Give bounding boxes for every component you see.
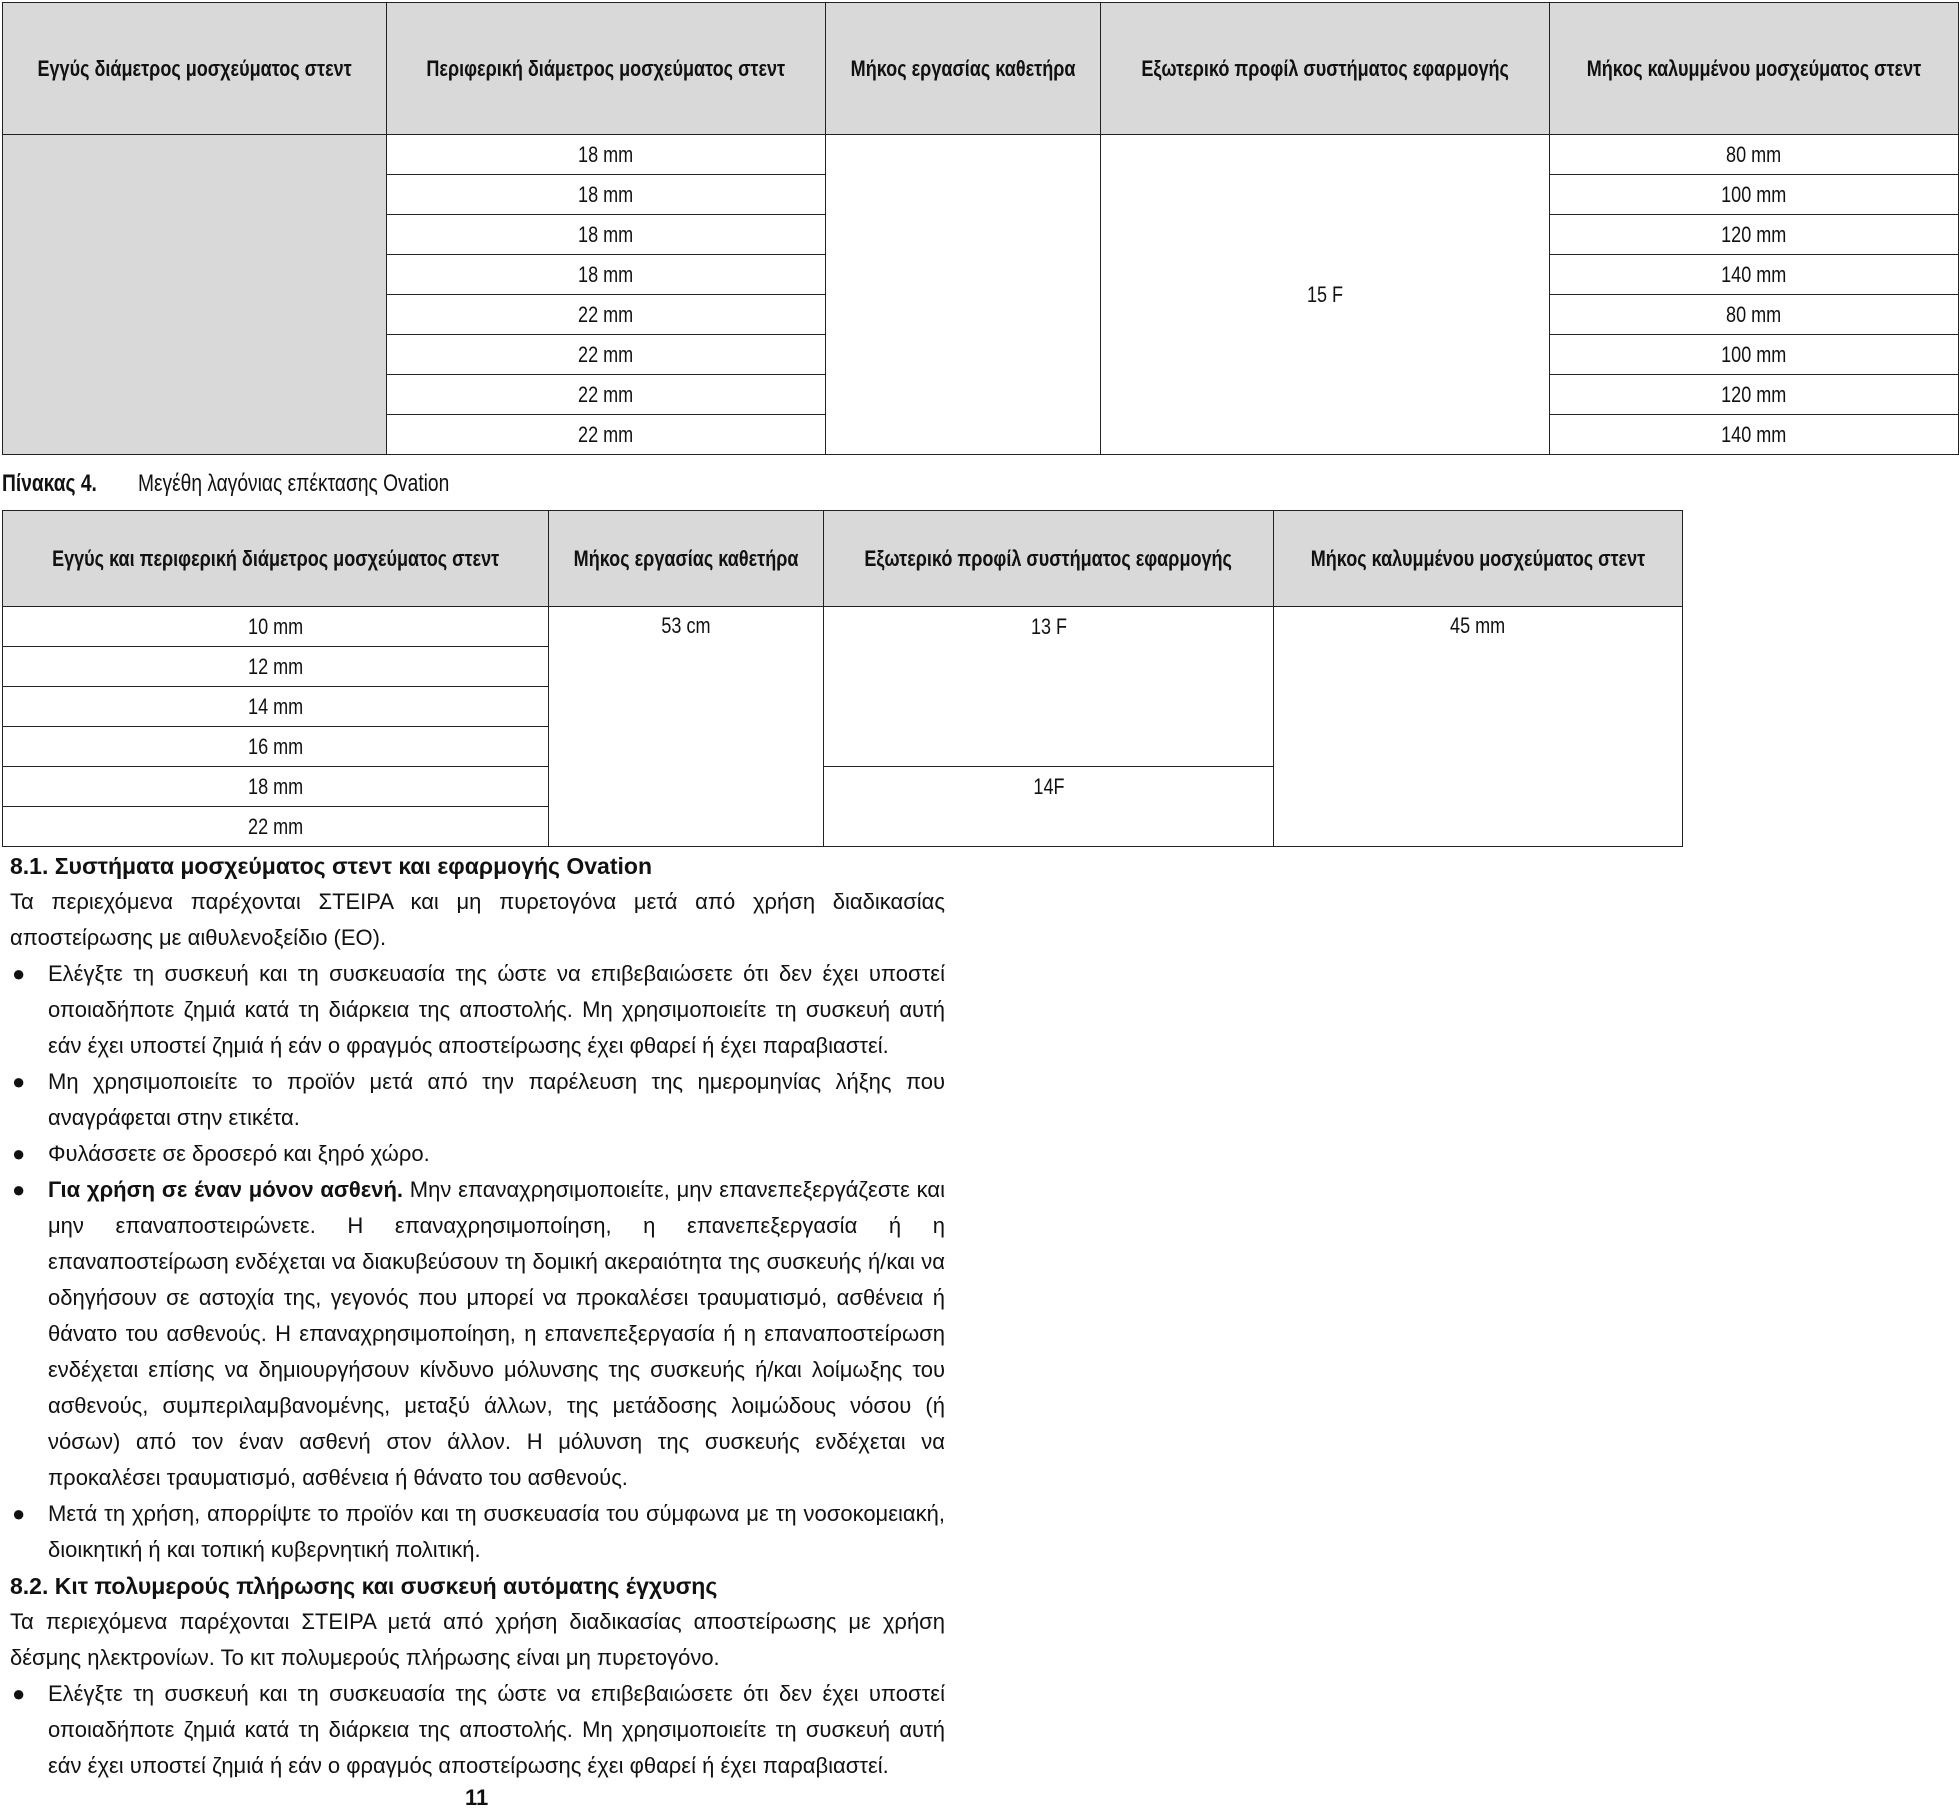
distal-diameter-cell: 18 mm	[387, 175, 825, 215]
diameter-cell: 22 mm	[3, 807, 549, 847]
iliac-extension-size-table	[2, 510, 1683, 847]
table-row	[3, 135, 1959, 175]
profile-cell-blank	[824, 647, 1273, 687]
header-catheter-length: Μήκος εργασίας καθετήρα	[549, 511, 824, 607]
diameter-cell: 14 mm	[3, 687, 549, 727]
covered-length-cell: 100 mm	[1550, 335, 1959, 375]
section-8-1	[10, 848, 945, 1568]
list-item: ● Ελέγξτε τη συσκευή και τη συσκευασία της ώστε να επιβεβαιώσετε ότι δεν έχει υποστεί οποιαδήποτε ζημιά κατά τη διάρκεια της αποστολής. Μη χρησιμοποιείτε τη συσκευή αυτή εάν έχει υποστεί ζημιά ή εάν ο φραγμός αποστείρωσης έχει φθαρεί ή έχει παραβιαστεί.	[10, 956, 945, 1064]
list-item: ● Φυλάσσετε σε δροσερό και ξηρό χώρο.	[10, 1136, 945, 1172]
header-diameter: Εγγύς και περιφερική διάμετρος μοσχεύματος στεντ	[3, 511, 549, 607]
covered-length-cell: 120 mm	[1550, 375, 1959, 415]
catheter-length-cell-blank	[825, 135, 1100, 455]
distal-diameter-cell: 22 mm	[387, 335, 825, 375]
header-catheter-length: Μήκος εργασίας καθετήρα	[825, 3, 1100, 135]
diameter-cell: 12 mm	[3, 647, 549, 687]
section-8-2	[10, 1568, 945, 1784]
bullet-icon: ●	[12, 1069, 26, 1094]
list-item: ● Για χρήση σε έναν μόνον ασθενή. Μην επαναχρησιμοποιείτε, μην επανεπεξεργάζεστε και μην επαναποστειρώνετε. Η επαναχρησιμοποίηση, η επανεπεξεργασία ή η επαναποστείρωση ενδέχεται να διακυβεύσουν τη δομική ακεραιότητα της συσκευής ή/και να οδηγήσουν σε αστοχία της, γεγονός που μπορεί να προκαλέσει τραυματισμό, ασθένεια ή θάνατο του ασθενούς. Η επαναχρησιμοποίηση, η επανεπεξεργασία ή η επαναποστείρωση ενδέχεται επίσης να δημιουργήσουν κίνδυνο μόλυνσης της συσκευής ή/και λοίμωξης του ασθενούς, συμπεριλαμβανομένης, μεταξύ άλλων, της μετάδοσης λοιμώδους νόσου (ή νόσων) από τον έναν ασθενή στον άλλον. Η μόλυνση της συσκευής ενδέχεται να προκαλέσει τραυματισμό, ασθένεια ή θάνατο του ασθενούς.	[10, 1172, 945, 1496]
profile-cell-blank	[824, 727, 1273, 767]
working-length-cell: 53 cm	[549, 607, 824, 847]
list-item: ● Μη χρησιμοποιείτε το προϊόν μετά από την παρέλευση της ημερομηνίας λήξης που αναγράφεται στην ετικέτα.	[10, 1064, 945, 1136]
list-item: ● Μετά τη χρήση, απορρίψτε το προϊόν και τη συσκευασία του σύμφωνα με τη νοσοκομειακή, διοικητική ή και τοπική κυβερνητική πολιτική.	[10, 1496, 945, 1568]
distal-diameter-cell: 18 mm	[387, 255, 825, 295]
section-heading: 8.1. Συστήματα μοσχεύματος στεντ και εφαρμογής Ovation	[10, 853, 653, 879]
covered-length-cell: 100 mm	[1550, 175, 1959, 215]
table-row	[3, 607, 1683, 647]
header-distal-diameter: Περιφερική διάμετρος μοσχεύματος στεντ	[387, 3, 825, 135]
profile-cell: 14F	[824, 767, 1273, 807]
covered-length-cell: 140 mm	[1550, 255, 1959, 295]
covered-length-cell: 120 mm	[1550, 215, 1959, 255]
bullet-icon: ●	[12, 1177, 26, 1202]
distal-diameter-cell: 22 mm	[387, 375, 825, 415]
header-proximal-diameter: Εγγύς διάμετρος μοσχεύματος στεντ	[3, 3, 387, 135]
header-covered-length: Μήκος καλυμμένου μοσχεύματος στεντ	[1550, 3, 1959, 135]
table-caption	[2, 470, 561, 498]
profile-cell-blank	[824, 687, 1273, 727]
section-intro: Τα περιεχόμενα παρέχονται ΣΤΕΙΡΑ μετά από χρήση διαδικασίας αποστείρωσης με χρήση δέσμης ηλεκτρονίων. Το κιτ πολυμερούς πλήρωσης είναι μη πυρετογόνο.	[10, 1609, 945, 1670]
bullet-list	[10, 1676, 945, 1784]
bullet-icon: ●	[12, 1681, 26, 1706]
bullet-list	[10, 956, 945, 1568]
list-item: ● Ελέγξτε τη συσκευή και τη συσκευασία της ώστε να επιβεβαιώσετε ότι δεν έχει υποστεί οποιαδήποτε ζημιά κατά τη διάρκεια της αποστολής. Μη χρησιμοποιείτε τη συσκευή αυτή εάν έχει υποστεί ζημιά ή εάν ο φραγμός αποστείρωσης έχει φθαρεί ή έχει παραβιαστεί.	[10, 1676, 945, 1784]
table-caption-label: Πίνακας 4.	[2, 470, 97, 497]
header-covered-length: Μήκος καλυμμένου μοσχεύματος στεντ	[1273, 511, 1682, 607]
profile-cell: 15 F	[1100, 135, 1549, 455]
page-number: 11	[465, 1785, 489, 1810]
profile-cell: 13 F	[824, 607, 1273, 647]
covered-length-cell: 80 mm	[1550, 295, 1959, 335]
header-delivery-profile: Εξωτερικό προφίλ συστήματος εφαρμογής	[1100, 3, 1549, 135]
proximal-cell-blank	[3, 135, 387, 455]
distal-diameter-cell: 22 mm	[387, 415, 825, 455]
bullet-icon: ●	[12, 1501, 26, 1526]
section-heading: 8.2. Κιτ πολυμερούς πλήρωσης και συσκευή αυτόματης έγχυσης	[10, 1573, 718, 1599]
distal-diameter-cell: 18 mm	[387, 135, 825, 175]
covered-length-cell: 45 mm	[1273, 607, 1682, 847]
section-intro: Τα περιεχόμενα παρέχονται ΣΤΕΙΡΑ και μη πυρετογόνα μετά από χρήση διαδικασίας αποστείρωσης με αιθυλενοξείδιο (EO).	[10, 889, 945, 950]
diameter-cell: 18 mm	[3, 767, 549, 807]
stent-size-table-continued	[2, 2, 1959, 455]
covered-length-cell: 140 mm	[1550, 415, 1959, 455]
profile-cell-blank	[824, 807, 1273, 847]
diameter-cell: 16 mm	[3, 727, 549, 767]
covered-length-cell: 80 mm	[1550, 135, 1959, 175]
bullet-icon: ●	[12, 961, 26, 986]
diameter-cell: 10 mm	[3, 607, 549, 647]
bullet-icon: ●	[12, 1141, 26, 1166]
table-caption-title: Μεγέθη λαγόνιας επέκτασης Ovation	[137, 470, 450, 497]
distal-diameter-cell: 22 mm	[387, 295, 825, 335]
distal-diameter-cell: 18 mm	[387, 215, 825, 255]
header-delivery-profile: Εξωτερικό προφίλ συστήματος εφαρμογής	[824, 511, 1273, 607]
